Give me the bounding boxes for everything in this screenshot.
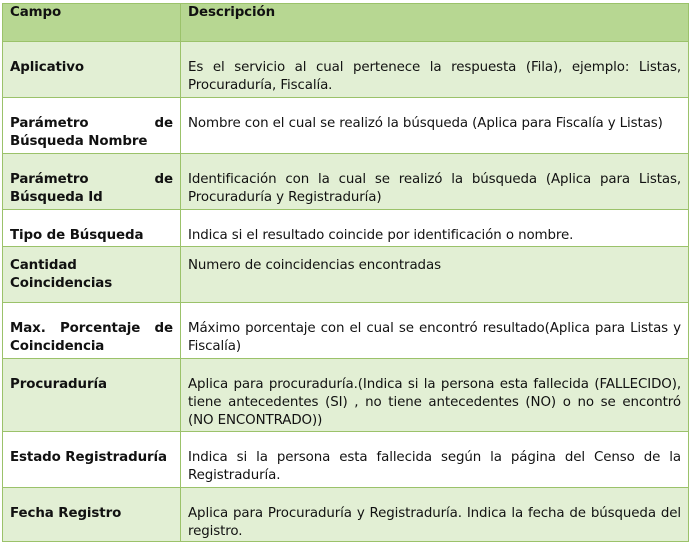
field-name xyxy=(3,98,181,154)
table-row xyxy=(3,432,689,488)
field-description: Máximo porcentaje con el cual se encontró resultado(Aplica para Listas y Fiscalía) xyxy=(181,303,689,359)
field-name: Procuraduría xyxy=(3,359,181,432)
fields-table xyxy=(2,3,689,542)
table-row xyxy=(3,154,689,210)
field-name-line2: Búsqueda Nombre xyxy=(10,134,148,149)
field-name-line2: Búsqueda Id xyxy=(10,190,103,205)
field-name xyxy=(3,154,181,210)
field-description: Es el servicio al cual pertenece la respuesta (Fila), ejemplo: Listas, Procuraduría, Fiscalía. xyxy=(181,42,689,98)
field-description: Indica si la persona esta fallecida según la página del Censo de la Registraduría. xyxy=(181,432,689,488)
table-row xyxy=(3,98,689,154)
table-row xyxy=(3,488,689,542)
field-description: Numero de coincidencias encontradas xyxy=(181,247,689,303)
field-description: Identificación con la cual se realizó la búsqueda (Aplica para Listas, Procuraduría y Registraduría) xyxy=(181,154,689,210)
field-name-line1: Cantidad xyxy=(10,258,77,273)
field-name: Estado Registraduría xyxy=(3,432,181,488)
field-name-line1: Parámetro de xyxy=(10,116,173,131)
table-header-row xyxy=(3,4,689,42)
field-name-line1: Parámetro de xyxy=(10,172,173,187)
header-descripcion: Descripción xyxy=(181,4,689,42)
field-description: Aplica para procuraduría.(Indica si la persona esta fallecida (FALLECIDO), tiene antecedentes (SI) , no tiene antecedentes (NO) o no se encontró (NO ENCONTRADO)) xyxy=(181,359,689,432)
field-name: Fecha Registro xyxy=(3,488,181,542)
table-row xyxy=(3,303,689,359)
field-name: Aplicativo xyxy=(3,42,181,98)
field-name-line2: Coincidencia xyxy=(10,339,105,354)
field-name xyxy=(3,247,181,303)
field-name-line2: Coincidencias xyxy=(10,276,113,291)
field-name xyxy=(3,303,181,359)
table-row xyxy=(3,210,689,247)
field-description: Nombre con el cual se realizó la búsqueda (Aplica para Fiscalía y Listas) xyxy=(181,98,689,154)
table-row xyxy=(3,247,689,303)
field-name: Tipo de Búsqueda xyxy=(3,210,181,247)
field-name-line1: Max. Porcentaje de xyxy=(10,321,173,336)
table-row xyxy=(3,42,689,98)
field-description: Indica si el resultado coincide por identificación o nombre. xyxy=(181,210,689,247)
table-row xyxy=(3,359,689,432)
header-campo: Campo xyxy=(3,4,181,42)
field-description: Aplica para Procuraduría y Registraduría. Indica la fecha de búsqueda del registro. xyxy=(181,488,689,542)
